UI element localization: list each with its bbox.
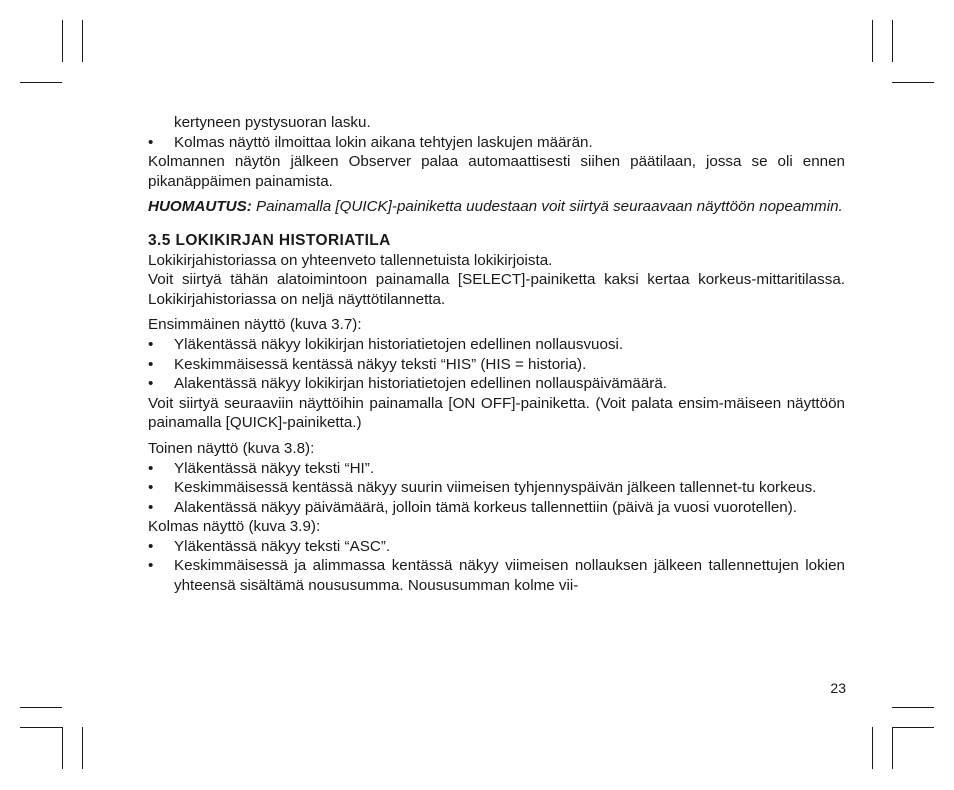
list-item <box>148 537 845 557</box>
crop-mark <box>82 20 83 62</box>
bullet: • <box>148 537 154 555</box>
crop-mark <box>20 727 62 728</box>
bullet: • <box>148 133 154 151</box>
paragraph: Toinen näyttö (kuva 3.8): <box>148 439 315 457</box>
bullet: • <box>148 355 154 373</box>
list-item <box>148 498 845 518</box>
paragraph: Ensimmäinen näyttö (kuva 3.7): <box>148 316 362 334</box>
list-item <box>148 374 845 394</box>
note-text: Painamalla [QUICK]-painiketta uudestaan voit siirtyä seuraavaan näyttöön nopeammin. <box>251 198 843 216</box>
crop-mark <box>892 727 893 769</box>
crop-mark <box>892 82 934 83</box>
crop-mark <box>872 727 873 769</box>
crop-mark <box>872 20 873 62</box>
list-item-text: Yläkentässä näkyy teksti “ASC”. <box>174 537 391 555</box>
crop-mark <box>20 82 62 83</box>
bullet: • <box>148 479 154 497</box>
paragraph: Voit siirtyä seuraaviin näyttöihin painamalla [ON OFF]-painiketta. (Voit palata ensim-mäiseen näyttöön painamalla [QUICK]-painiketta.) <box>148 394 845 432</box>
bullet: • <box>148 557 154 575</box>
list-item-text: Yläkentässä näkyy teksti “HI”. <box>174 459 375 477</box>
list-item-text: Keskimmäisessä kentässä näkyy teksti “HIS” (HIS = historia). <box>174 355 587 373</box>
bullet: • <box>148 335 154 353</box>
bullet: • <box>148 498 154 516</box>
bullet: • <box>148 459 154 477</box>
page-body <box>148 113 845 596</box>
list-item-text: Alakentässä näkyy päivämäärä, jolloin tämä korkeus tallennettiin (päivä ja vuosi vuorotellen). <box>174 498 798 516</box>
crop-mark <box>82 727 83 769</box>
paragraph: Lokikirjahistoriassa on yhteenveto tallennetuista lokikirjoista. <box>148 251 553 269</box>
paragraph: Voit siirtyä tähän alatoimintoon painamalla [SELECT]-painiketta kaksi kertaa korkeus-mittaritilassa. Lokikirjahistoriassa on neljä näyttötilannetta. <box>148 271 845 308</box>
list-item <box>148 556 845 595</box>
continued-line: kertyneen pystysuoran lasku. <box>174 114 371 131</box>
list-item-text: Yläkentässä näkyy lokikirjan historiatietojen edellinen nollausvuosi. <box>174 335 624 353</box>
crop-mark <box>892 727 934 728</box>
paragraph: Kolmas näyttö (kuva 3.9): <box>148 518 321 536</box>
list-item <box>148 459 845 479</box>
page-number: 23 <box>830 680 846 696</box>
crop-mark <box>20 707 62 708</box>
section-heading: 3.5 LOKIKIRJAN HISTORIATILA <box>148 231 391 249</box>
note <box>148 197 845 217</box>
crop-mark <box>892 707 934 708</box>
crop-mark <box>892 20 893 62</box>
list-item-text: Kolmas näyttö ilmoittaa lokin aikana tehtyjen laskujen määrän. <box>174 133 593 151</box>
list-item <box>148 478 845 498</box>
list-item-text: Alakentässä näkyy lokikirjan historiatietojen edellinen nollauspäivämäärä. <box>174 375 668 393</box>
paragraph: Kolmannen näytön jälkeen Observer palaa automaattisesti siihen päätilaan, jossa se oli ennen pikanäppäimen painamista. <box>148 153 845 190</box>
crop-mark <box>62 727 63 769</box>
list-item-text: Keskimmäisessä kentässä näkyy suurin viimeisen tyhjennyspäivän jälkeen tallennet-tu korkeus. <box>174 479 817 497</box>
list-item-text: Keskimmäisessä ja alimmassa kentässä näkyy viimeisen nollauksen jälkeen tallennettujen lokien yhteensä sisältämä noususumma. Noususumman kolme vii- <box>174 557 845 595</box>
list-item <box>148 335 845 355</box>
bullet: • <box>148 375 154 393</box>
list-item <box>148 355 845 375</box>
list-item <box>148 133 845 153</box>
note-label: HUOMAUTUS: <box>148 198 252 216</box>
crop-mark <box>62 20 63 62</box>
